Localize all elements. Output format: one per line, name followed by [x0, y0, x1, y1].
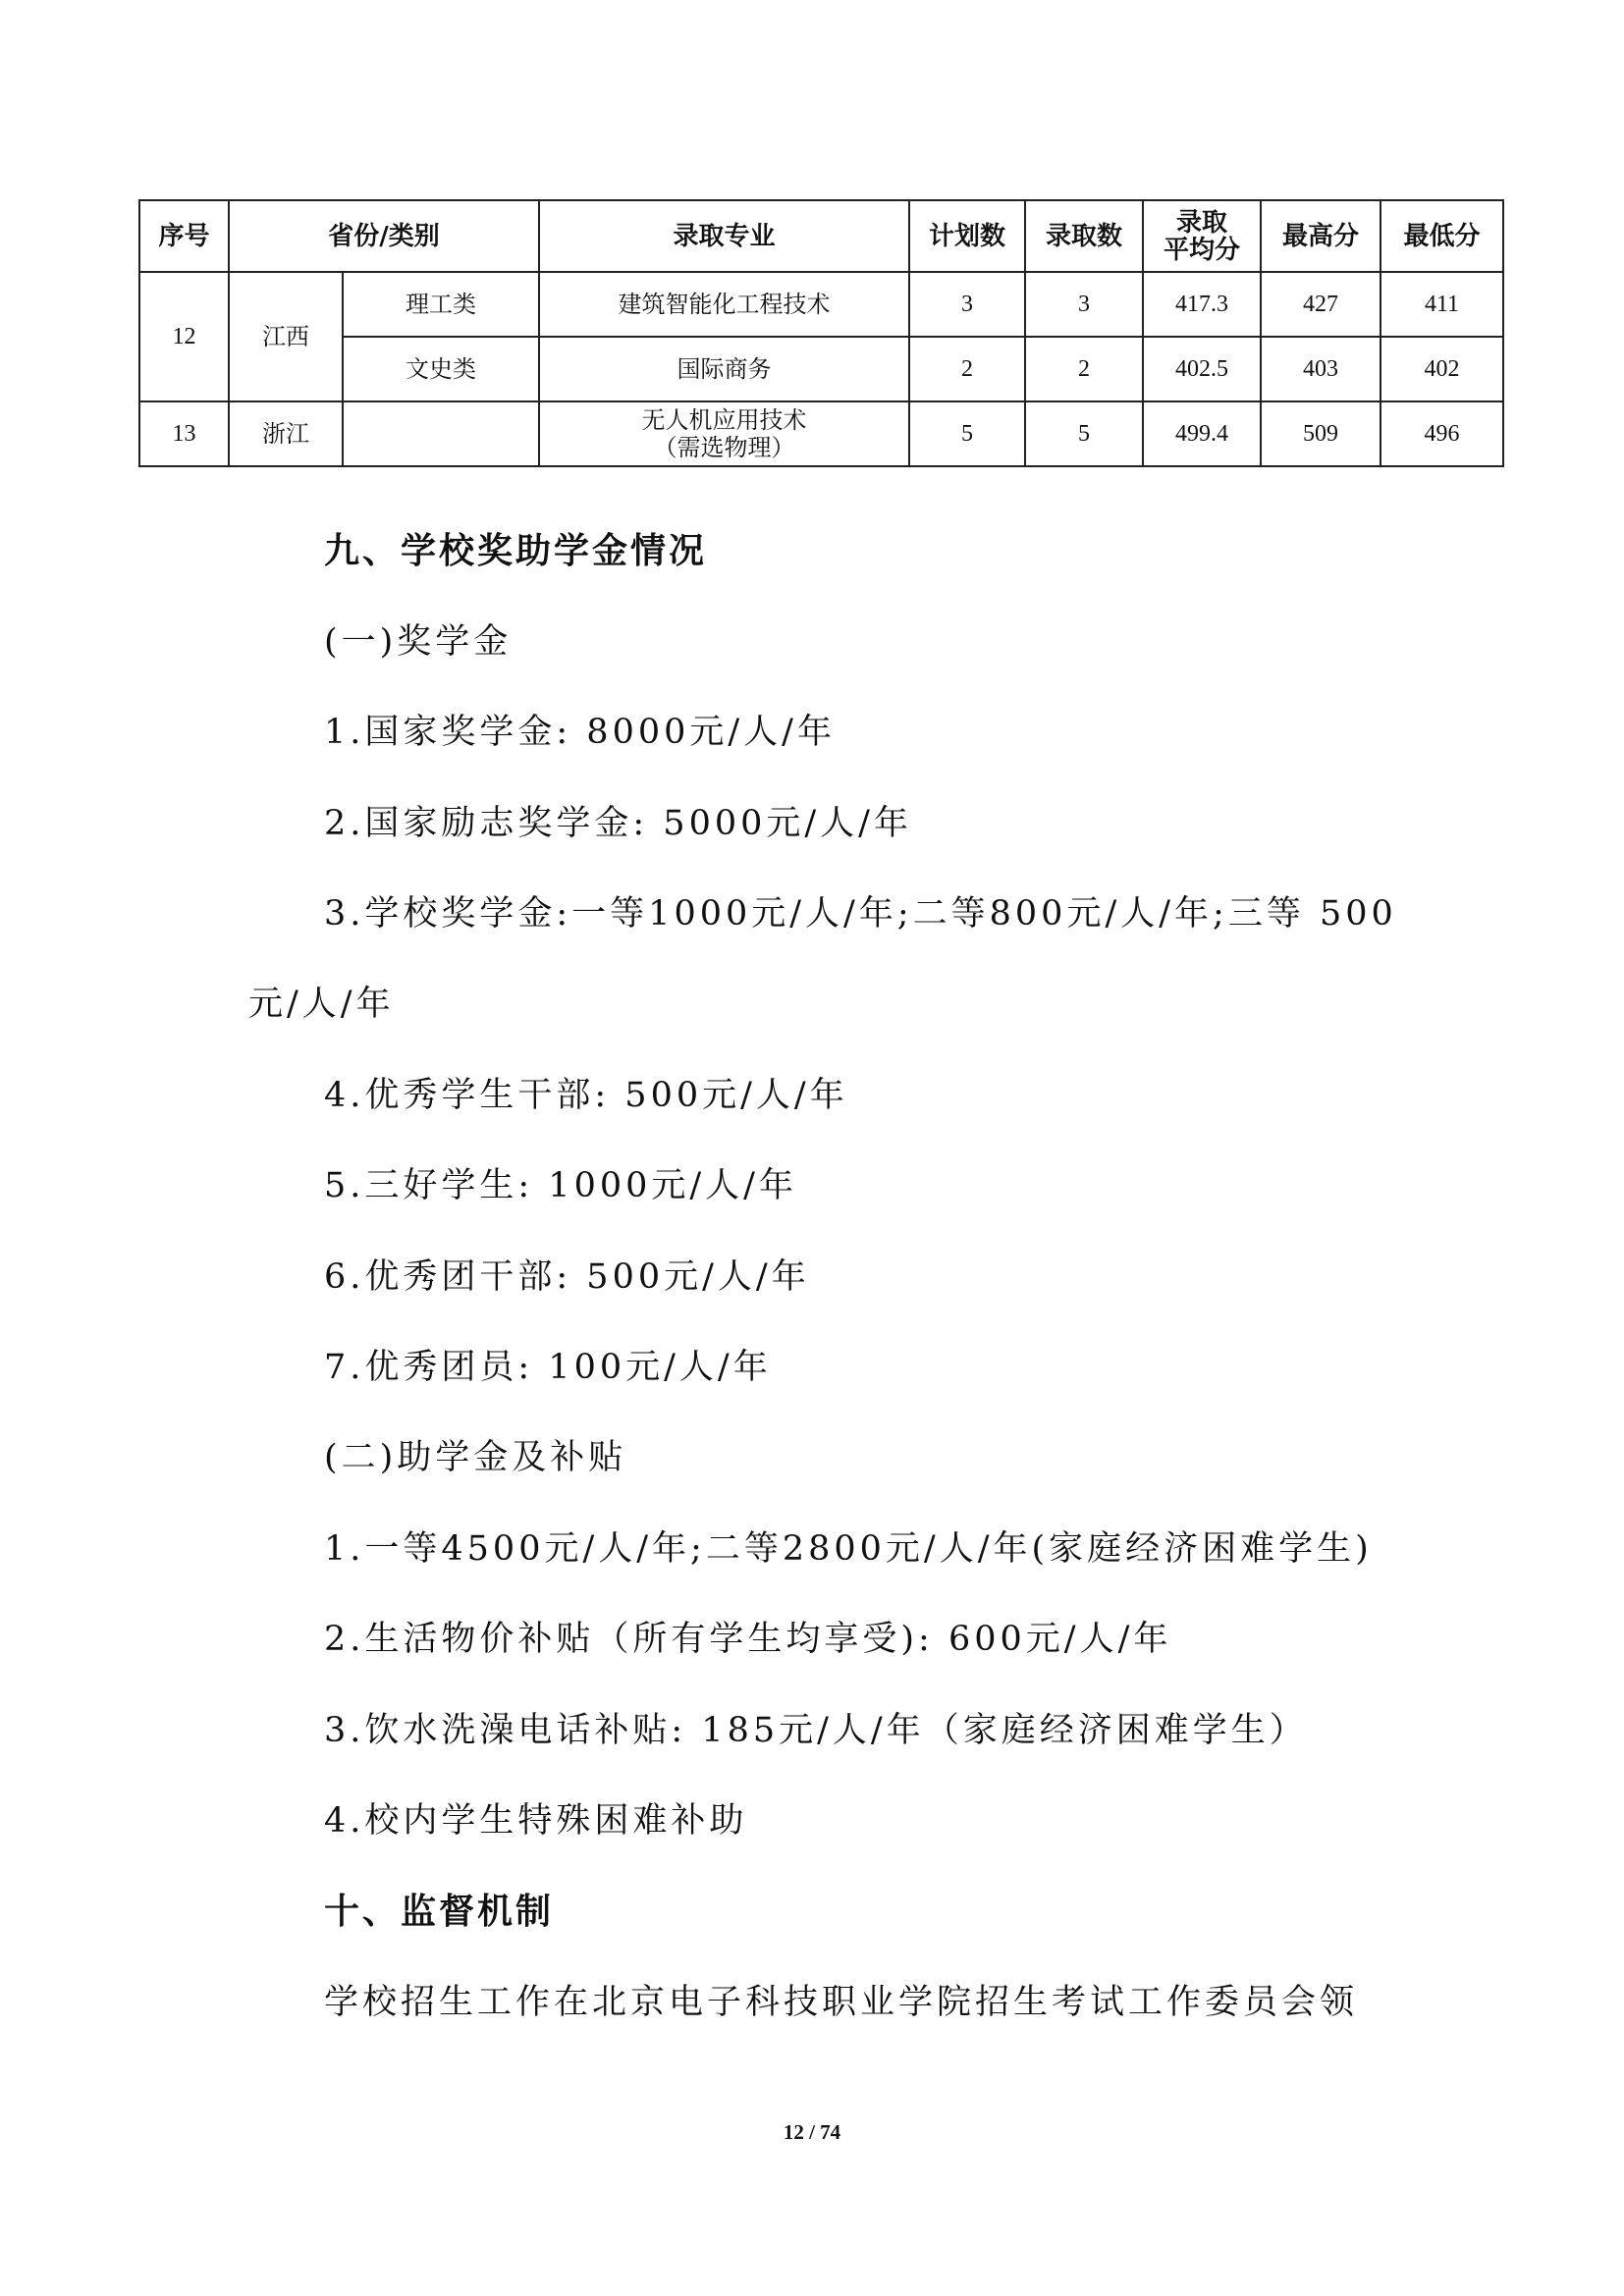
- row-average: 402.5: [1143, 337, 1261, 401]
- row-min: 411: [1380, 272, 1503, 337]
- row-plan: 2: [909, 337, 1025, 401]
- row-category: [343, 401, 539, 466]
- row-min: 496: [1380, 401, 1503, 466]
- row-plan: 3: [909, 272, 1025, 337]
- table-row: [139, 337, 1503, 401]
- header-min: 最低分: [1380, 200, 1503, 272]
- subsection-grants: (二)助学金及补贴: [324, 1438, 627, 1477]
- scholarship-item: 5.三好学生: 1000元/人/年: [324, 1166, 797, 1205]
- scholarship-item: 2.国家励志奖学金: 5000元/人/年: [324, 804, 912, 843]
- row-major: 建筑智能化工程技术: [539, 272, 909, 337]
- row-province: 江西: [229, 272, 343, 401]
- header-seq: 序号: [139, 200, 229, 272]
- scholarship-item: 6.优秀团干部: 500元/人/年: [324, 1257, 810, 1297]
- row-admitted: 2: [1025, 337, 1143, 401]
- row-province: 浙江: [229, 401, 343, 466]
- row-max: 509: [1261, 401, 1380, 466]
- header-average: [1143, 200, 1261, 272]
- table-row: [139, 272, 1503, 337]
- scholarship-item: 1.国家奖学金: 8000元/人/年: [324, 713, 836, 752]
- row-admitted: 5: [1025, 401, 1143, 466]
- grant-item: 2.生活物价补贴（所有学生均享受): 600元/人/年: [324, 1620, 1172, 1659]
- row-seq: 12: [139, 272, 229, 401]
- page-number: 12 / 74: [783, 2120, 841, 2144]
- row-admitted: 3: [1025, 272, 1143, 337]
- row-major: 国际商务: [539, 337, 909, 401]
- header-average-line1: 录取: [1175, 207, 1227, 238]
- admission-table: [138, 199, 1504, 467]
- row-max: 427: [1261, 272, 1380, 337]
- grant-item: 3.饮水洗澡电话补贴: 185元/人/年（家庭经济困难学生）: [324, 1711, 1308, 1750]
- header-province: 省份/类别: [229, 200, 539, 272]
- row-major-line2: （需选物理）: [653, 434, 795, 461]
- header-average-line2: 平均分: [1163, 235, 1240, 265]
- grant-item: 4.校内学生特殊困难补助: [324, 1801, 748, 1841]
- row-major: [539, 401, 909, 466]
- header-major: 录取专业: [539, 200, 909, 272]
- row-plan: 5: [909, 401, 1025, 466]
- row-seq: 13: [139, 401, 229, 466]
- grant-item: 1.一等4500元/人/年;二等2800元/人/年(家庭经济困难学生): [324, 1529, 1373, 1569]
- section-heading-supervision: 十、监督机制: [324, 1892, 555, 1932]
- table-header-row: [139, 200, 1503, 272]
- row-category: 文史类: [343, 337, 539, 401]
- row-min: 402: [1380, 337, 1503, 401]
- section-heading-scholarships: 九、学校奖助学金情况: [324, 531, 708, 571]
- row-category: 理工类: [343, 272, 539, 337]
- table-row: [139, 401, 1503, 466]
- scholarship-item: 3.学校奖学金:一等1000元/人/年;二等800元/人/年;三等 500: [324, 894, 1397, 934]
- scholarship-item-continuation: 元/人/年: [248, 985, 395, 1024]
- row-max: 403: [1261, 337, 1380, 401]
- header-plan: 计划数: [909, 200, 1025, 272]
- scholarship-item: 7.优秀团员: 100元/人/年: [324, 1348, 772, 1387]
- scholarship-item: 4.优秀学生干部: 500元/人/年: [324, 1076, 848, 1115]
- header-max: 最高分: [1261, 200, 1380, 272]
- row-average: 417.3: [1143, 272, 1261, 337]
- row-major-line1: 无人机应用技术: [641, 406, 807, 434]
- supervision-paragraph: 学校招生工作在北京电子科技职业学院招生考试工作委员会领: [324, 1983, 1359, 2022]
- header-admitted: 录取数: [1025, 200, 1143, 272]
- row-average: 499.4: [1143, 401, 1261, 466]
- subsection-scholarships: (一)奖学金: [324, 622, 513, 662]
